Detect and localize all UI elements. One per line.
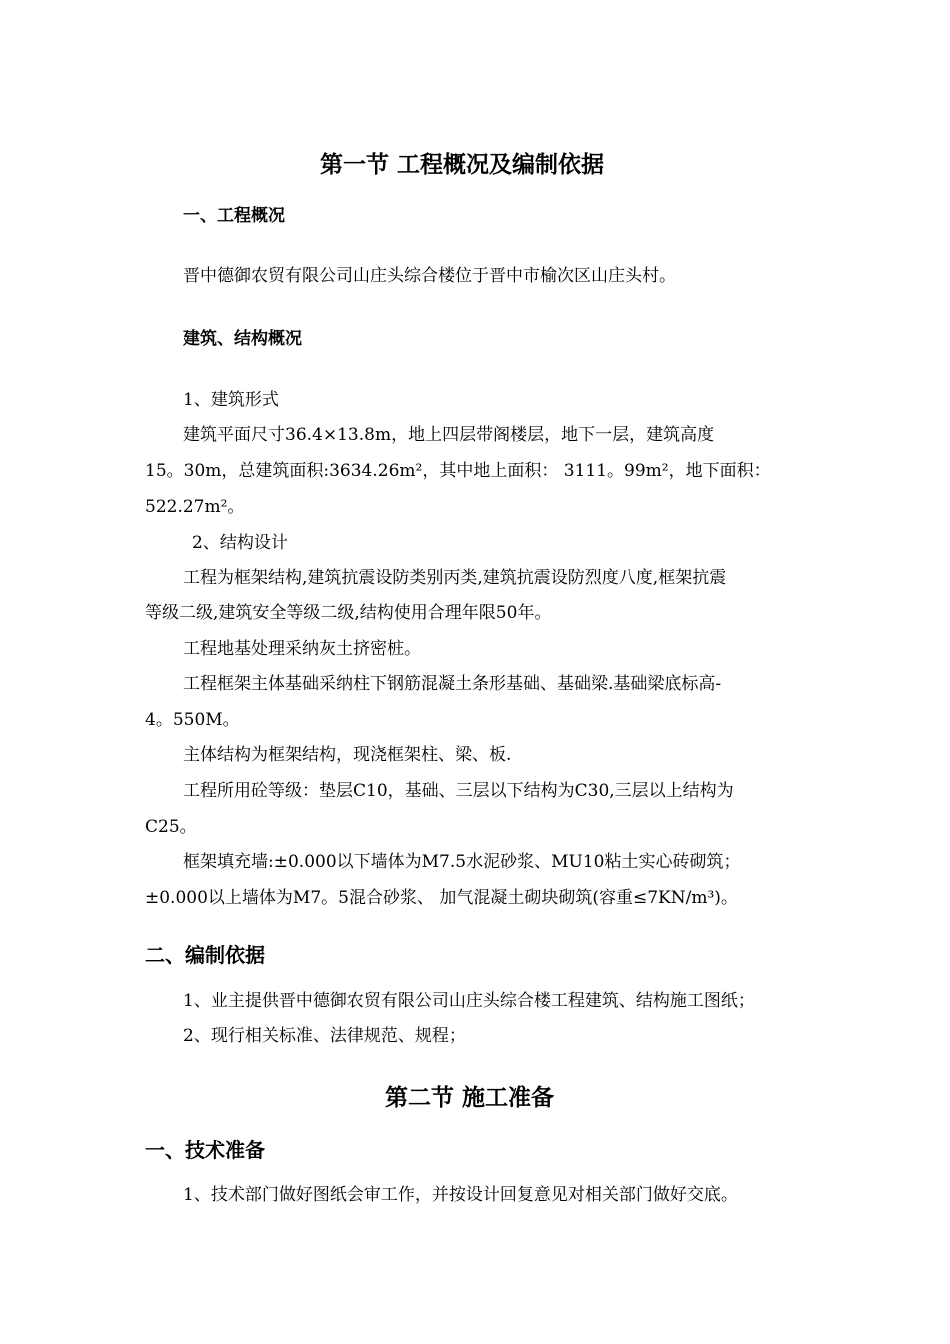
design-line-5: 4。550M。: [145, 710, 240, 730]
tech-heading: 一、技术准备: [145, 1138, 265, 1162]
design-line-8: C25。: [145, 817, 197, 837]
tech-line-1: 1、技术部门做好图纸会审工作，并按设计回复意见对相关部门做好交底。: [183, 1185, 738, 1205]
design-line-2: 等级二级,建筑安全等级二级,结构使用合理年限50年。: [145, 603, 552, 623]
section-1-title: 第一节 工程概况及编制依据: [320, 152, 605, 178]
overview-heading: 一、工程概况: [183, 206, 285, 226]
section-2-title: 第二节 施工准备: [385, 1085, 555, 1111]
structure-heading: 建筑、结构概况: [183, 329, 302, 349]
design-line-7: 工程所用砼等级：垫层C10，基础、三层以下结构为C30,三层以上结构为: [183, 781, 734, 801]
overview-text: 晋中德御农贸有限公司山庄头综合楼位于晋中市榆次区山庄头村。: [183, 266, 676, 286]
design-line-9: 框架填充墙:±0.000以下墙体为M7.5水泥砂浆、MU10粘土实心砖砌筑；: [183, 852, 741, 872]
design-line-10: ±0.000以上墙体为M7。5混合砂浆、 加气混凝土砌块砌筑(容重≤7KN/m³)。: [145, 888, 738, 908]
design-line-1: 工程为框架结构,建筑抗震设防类别丙类,建筑抗震设防烈度八度,框架抗震: [183, 568, 727, 588]
basis-heading: 二、编制依据: [145, 943, 265, 967]
design-heading: 2、结构设计: [192, 533, 288, 553]
basis-line-1: 1、业主提供晋中德御农贸有限公司山庄头综合楼工程建筑、结构施工图纸；: [183, 991, 755, 1011]
basis-line-2: 2、现行相关标准、法律规范、规程；: [183, 1026, 466, 1046]
form-line-3: 522.27m²。: [145, 497, 245, 517]
form-line-1: 建筑平面尺寸36.4×13.8m，地上四层带阁楼层，地下一层，建筑高度: [183, 425, 715, 445]
form-heading: 1、建筑形式: [183, 390, 279, 410]
design-line-6: 主体结构为框架结构，现浇框架柱、梁、板.: [183, 745, 512, 765]
design-line-3: 工程地基处理采纳灰土挤密桩。: [183, 639, 421, 659]
form-line-2: 15。30m，总建筑面积:3634.26m²，其中地上面积： 3111。99m²，地下面积：: [145, 461, 771, 481]
design-line-4: 工程框架主体基础采纳柱下钢筋混凝土条形基础、基础梁.基础梁底标高-: [183, 674, 722, 694]
